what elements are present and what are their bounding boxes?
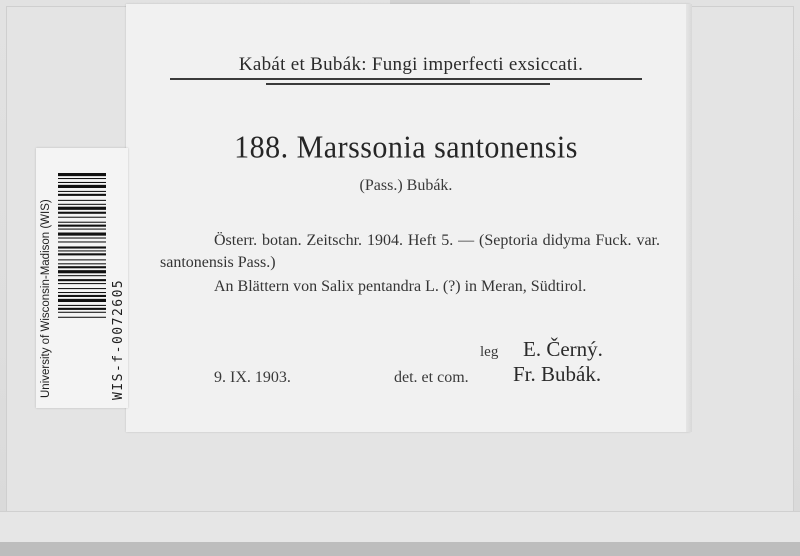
backing-bottom-strip bbox=[0, 511, 800, 542]
barcode-icon bbox=[58, 173, 106, 379]
specimen-label bbox=[126, 4, 690, 432]
institution-text: University of Wisconsin-Madison (WIS) bbox=[40, 199, 52, 398]
label-header: Kabát et Bubák: Fungi imperfecti exsiccati. bbox=[238, 54, 584, 75]
collection-date: 9. IX. 1903. bbox=[214, 369, 291, 386]
species-authority: (Pass.) Bubák. bbox=[359, 177, 453, 194]
header-rule-short bbox=[266, 83, 550, 85]
species-name: 188. Marssonia santonensis bbox=[234, 130, 578, 165]
determiner-name: Fr. Bubák. bbox=[513, 362, 602, 386]
reference-paragraph: Österr. botan. Zeitschr. 1904. Heft 5. — (Septoria didyma Fuck. var. santonensis Pass.) bbox=[160, 232, 660, 271]
catalog-number: WIS-f-0072605 bbox=[111, 278, 126, 400]
collector-name: E. Černý. bbox=[523, 337, 603, 361]
barcode-card bbox=[36, 148, 128, 408]
leg-label: leg bbox=[480, 344, 499, 360]
locality-paragraph: An Blättern von Salix pentandra L. (?) in Meran, Südtirol. bbox=[214, 278, 587, 295]
det-label: det. et com. bbox=[394, 369, 469, 386]
header-rule bbox=[170, 78, 642, 80]
bottom-shadow bbox=[0, 542, 800, 556]
label-edge bbox=[686, 4, 692, 432]
